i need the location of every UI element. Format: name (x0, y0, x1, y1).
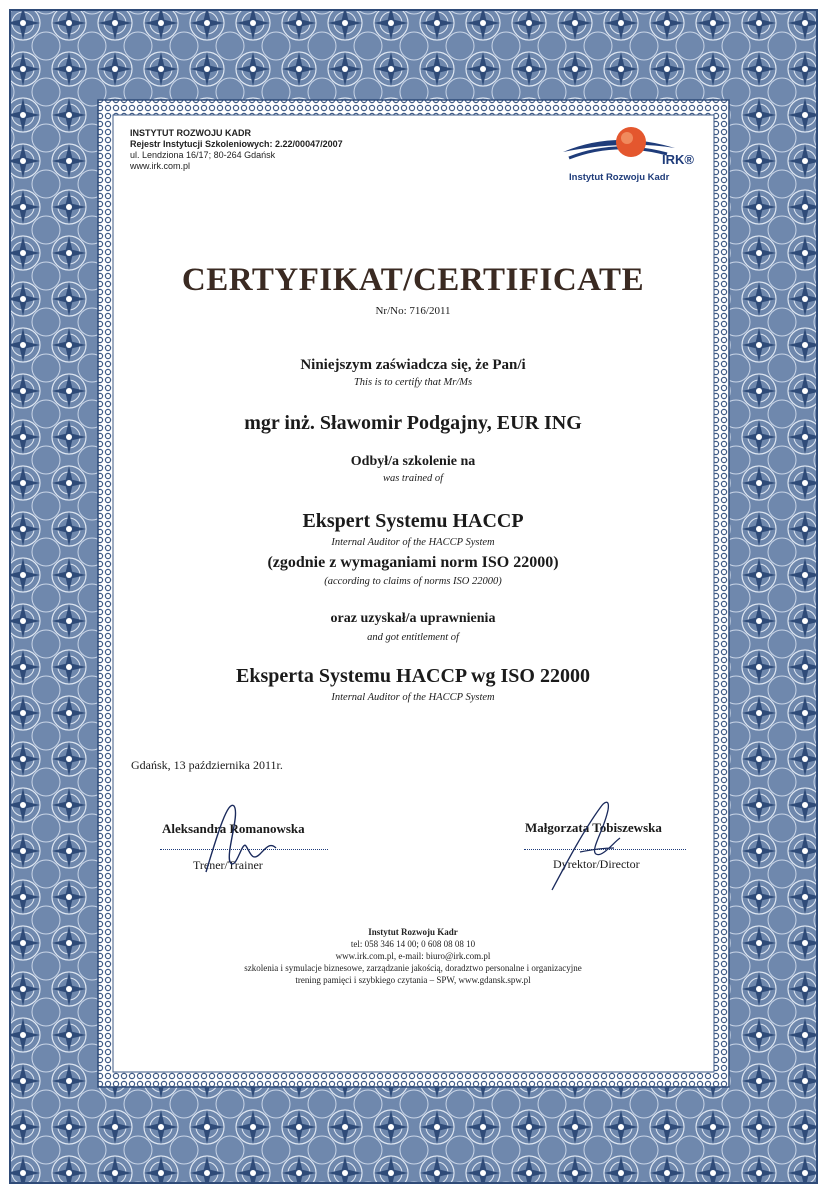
footer (113, 926, 713, 986)
issuer-website: www.irk.com.pl (130, 161, 191, 171)
trainer-role: Trener/Trainer (193, 858, 263, 872)
qualification-pl: Eksperta Systemu HACCP wg ISO 22000 (236, 665, 590, 687)
footer-memory: trening pamięci i szybkiego czytania – SPW, www.gdansk.spw.pl (295, 975, 531, 985)
footer-services: szkolenia i symulacje biznesowe, zarządzanie jakością, doradztwo personalne i organizacyjne (244, 963, 582, 973)
certify-en: This is to certify that Mr/Ms (353, 377, 473, 388)
director-signature (540, 790, 640, 900)
footer-web: www.irk.com.pl, e-mail: biuro@irk.com.pl (335, 951, 491, 961)
qualification-en: Internal Auditor of the HACCP System (331, 692, 495, 703)
certificate-title: CERTYFIKAT/CERTIFICATE (181, 262, 645, 298)
certificate-number: Nr/No: 716/2011 (375, 305, 451, 317)
logo-mark: IRK® (662, 152, 694, 167)
issuer-address: ul. Lendziona 16/17; 80-264 Gdańsk (130, 150, 276, 160)
issuer-header (130, 128, 343, 172)
norm-en: (according to claims of norms ISO 22000) (324, 576, 502, 587)
trainer-name: Aleksandra Romanowska (162, 821, 305, 836)
course-pl: Ekspert Systemu HACCP (302, 510, 524, 532)
footer-phone: tel: 058 346 14 00; 0 608 08 08 10 (350, 939, 476, 949)
norm-pl: (zgodnie z wymaganiami norm ISO 22000) (267, 554, 559, 571)
recipient-name: mgr inż. Sławomir Podgajny, EUR ING (244, 412, 582, 434)
logo-caption: Instytut Rozwoju Kadr (569, 172, 670, 183)
footer-org: Instytut Rozwoju Kadr (368, 927, 458, 937)
director-role: Dyrektor/Director (553, 857, 640, 871)
entitlement-pl: oraz uzyskał/a uprawnienia (330, 611, 496, 626)
entitlement-en: and got entitlement of (367, 632, 459, 643)
trained-pl: Odbył/a szkolenie na (350, 454, 476, 469)
issuer-name: INSTYTUT ROZWOJU KADR (130, 128, 251, 138)
course-en: Internal Auditor of the HACCP System (331, 537, 495, 548)
trainer-signature (200, 792, 280, 882)
issue-date: Gdańsk, 13 października 2011r. (131, 758, 283, 772)
director-name: Małgorzata Tobiszewska (525, 820, 662, 835)
certify-pl: Niniejszym zaświadcza się, że Pan/i (300, 357, 526, 373)
trained-en: was trained of (382, 473, 444, 484)
issuer-registry: Rejestr Instytucji Szkoleniowych: 2.22/00047/2007 (130, 139, 343, 149)
